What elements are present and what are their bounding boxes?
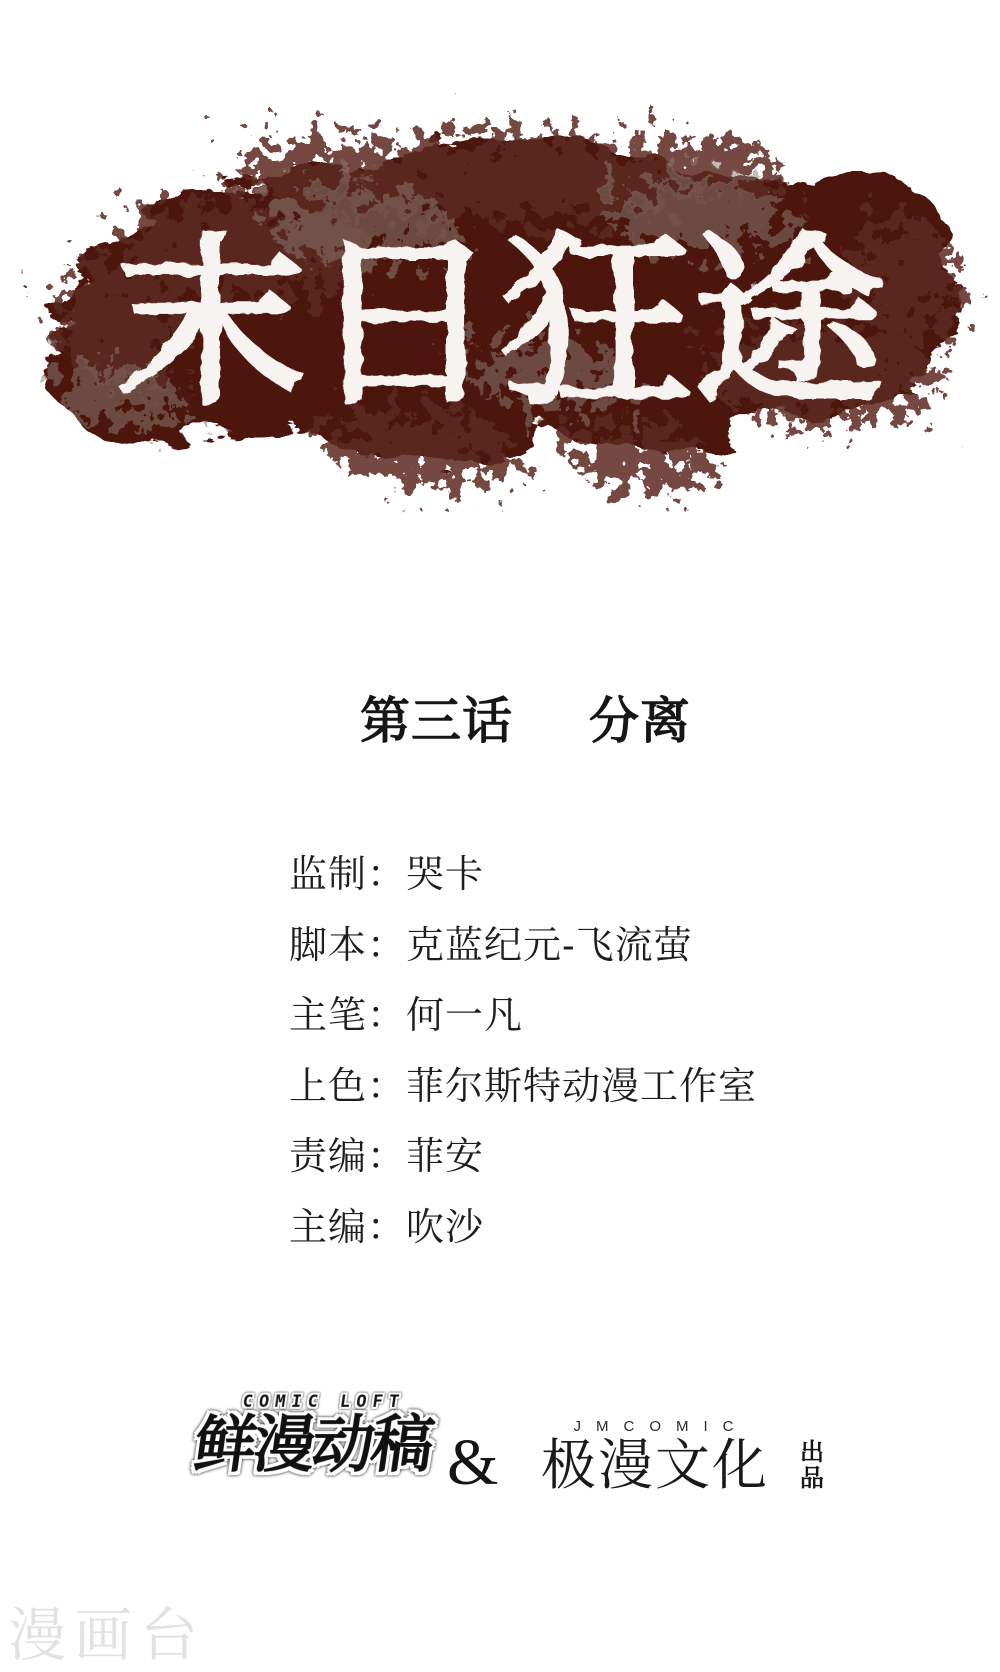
credit-label: 监制：: [289, 854, 407, 896]
credit-label: 主编：: [289, 1206, 407, 1249]
jmcomic-logo: [540, 1418, 770, 1495]
splatter-graphic: [0, 75, 1000, 515]
credit-name: 哭卡: [406, 854, 485, 896]
comic-loft-name: 鲜漫动稿: [189, 1408, 436, 1481]
credit-label: 责编：: [289, 1136, 407, 1178]
jmcomic-tagline: JMCOMIC: [573, 1418, 749, 1435]
produced-by-label: 出品: [800, 1440, 824, 1492]
credit-row-coloring: [289, 1052, 757, 1123]
publishers-row: [0, 1380, 1000, 1540]
credit-name: 吹沙: [406, 1206, 485, 1249]
chapter-number: 第三话: [360, 693, 513, 749]
credit-label: 上色：: [289, 1065, 407, 1108]
chapter-name: 分离: [589, 693, 691, 749]
jmcomic-name: 极漫文化: [540, 1435, 769, 1496]
credit-label: 主笔：: [289, 995, 407, 1037]
ampersand-separator: &: [447, 1426, 499, 1499]
credit-name: 菲尔斯特动漫工作室: [406, 1065, 758, 1108]
credit-label: 脚本：: [289, 924, 407, 967]
credit-row-lead-artist: [289, 981, 757, 1052]
credit-name: 何一凡: [406, 995, 524, 1037]
title-banner: [0, 75, 1000, 515]
chapter-heading: [360, 694, 691, 748]
credits-list: [289, 840, 757, 1263]
comic-loft-logo: [189, 1392, 438, 1481]
credit-row-editor: [289, 1122, 757, 1193]
credit-row-script: [289, 911, 757, 982]
credit-row-chief-editor: [289, 1193, 757, 1264]
credit-row-supervisor: [289, 840, 757, 911]
comic-loft-tagline: COMIC LOFT: [241, 1392, 407, 1412]
credit-name: 菲安: [406, 1136, 485, 1178]
manhuatai-watermark: 漫画台: [8, 1603, 207, 1668]
credit-name: 克蓝纪元-飞流萤: [406, 924, 693, 967]
series-title: 末日狂途: [115, 223, 885, 428]
